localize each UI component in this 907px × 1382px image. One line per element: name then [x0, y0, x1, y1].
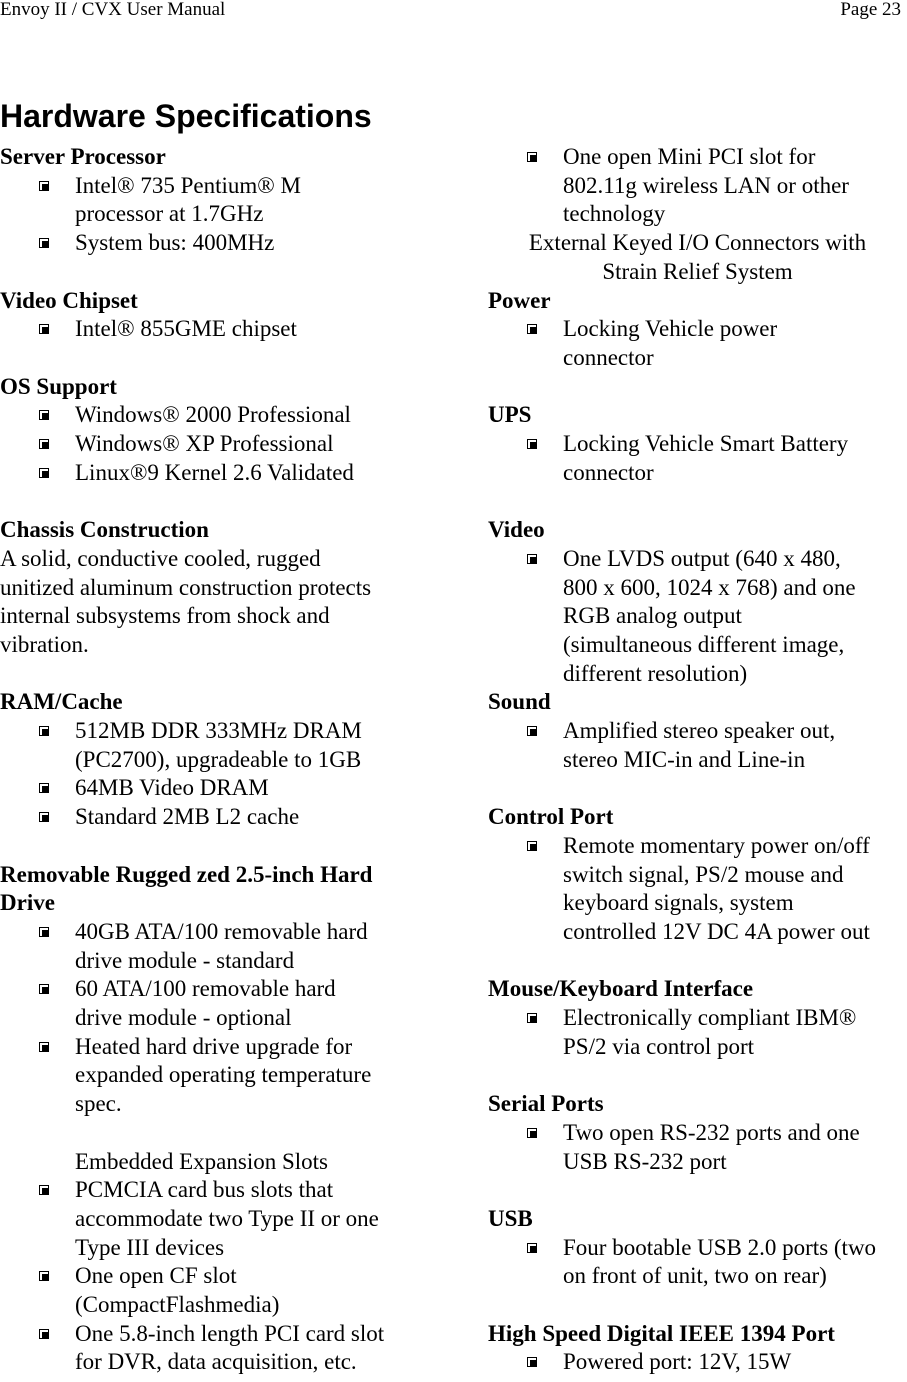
checkbox-bullet-icon: [39, 927, 49, 937]
section-heading: [0, 515, 209, 544]
line-text: Mouse/Keyboard Interface: [488, 976, 754, 1002]
spec-bullet-text: [563, 601, 742, 630]
spec-bullet-text: [563, 199, 665, 228]
spec-bullet-text: [563, 1003, 856, 1032]
line-text: Serial Ports: [488, 1091, 604, 1117]
section-heading: [0, 286, 138, 315]
line-text: (simultaneous different image,: [563, 631, 845, 657]
line-text: Heated hard drive upgrade for: [75, 1033, 353, 1059]
line-text: Intel® 855GME chipset: [75, 316, 297, 342]
line-text: Embedded Expansion Slots: [75, 1148, 328, 1174]
line-text: processor at 1.7GHz: [75, 201, 264, 227]
spec-bullet-text: [563, 1261, 827, 1290]
line-text: UPS: [488, 402, 532, 428]
line-text: One open Mini PCI slot for: [563, 144, 816, 169]
line-text: 802.11g wireless LAN or other: [563, 172, 849, 198]
section-heading: [0, 687, 123, 716]
spec-bullet-text: [75, 458, 354, 487]
line-text: Power: [488, 287, 551, 313]
spec-bullet-text: [75, 946, 294, 975]
paragraph-line: [0, 544, 321, 573]
spec-bullet-text: [75, 802, 299, 831]
line-text: controlled 12V DC 4A power out: [563, 918, 870, 944]
section-heading: [488, 974, 753, 1003]
spec-bullet-text: [563, 888, 794, 917]
spec-bullet-text: [563, 659, 747, 688]
spec-bullet-text: [75, 228, 274, 257]
line-text: different resolution): [563, 660, 748, 686]
line-text: PS/2 via control port: [563, 1033, 755, 1059]
spec-bullet-text: [75, 745, 361, 774]
spec-bullet-text: [563, 314, 777, 343]
checkbox-bullet-icon: [527, 1013, 537, 1023]
line-text: External Keyed I/O Connectors with: [528, 230, 867, 256]
spec-bullet-text: [563, 458, 654, 487]
checkbox-bullet-icon: [527, 324, 537, 334]
line-text: switch signal, PS/2 mouse and: [563, 861, 844, 887]
checkbox-bullet-icon: [39, 410, 49, 420]
checkbox-bullet-icon: [527, 1357, 537, 1367]
spec-bullet-text: [75, 429, 333, 458]
line-text: Electronically compliant IBM®: [563, 1005, 857, 1030]
line-text: RGB analog output: [563, 603, 742, 629]
checkbox-bullet-icon: [39, 439, 49, 449]
checkbox-bullet-icon: [39, 324, 49, 334]
line-text: Server Processor: [0, 144, 166, 169]
header-manual-title: Envoy II / CVX User Manual: [0, 0, 226, 20]
line-text: technology: [563, 201, 666, 227]
spec-bullet-text: [75, 1175, 333, 1204]
line-text: drive module - optional: [75, 1005, 292, 1030]
spec-bullet-text: [75, 1089, 122, 1118]
line-text: RAM/Cache: [0, 689, 123, 715]
line-text: 64MB Video DRAM: [75, 775, 269, 801]
spec-bullet-text: [563, 343, 654, 372]
checkbox-bullet-icon: [527, 726, 537, 736]
section-heading: [0, 372, 117, 401]
checkbox-bullet-icon: [527, 439, 537, 449]
line-text: keyboard signals, system: [563, 890, 794, 916]
line-text: One open CF slot: [75, 1263, 237, 1289]
checkbox-bullet-icon: [39, 468, 49, 478]
spec-bullet-text: [563, 429, 848, 458]
line-text: (PC2700), upgradeable to 1GB: [75, 746, 362, 772]
line-text: stereo MIC-in and Line-in: [563, 746, 806, 772]
paragraph-line: [0, 601, 330, 630]
spec-bullet-text: [75, 1347, 357, 1376]
line-text: 800 x 600, 1024 x 768) and one: [563, 574, 856, 600]
spec-bullet-text: [75, 1261, 237, 1290]
spec-bullet-text: [75, 1032, 352, 1061]
spec-bullet-text: [563, 630, 844, 659]
checkbox-bullet-icon: [39, 812, 49, 822]
section-heading: [488, 286, 551, 315]
spec-bullet-text: [75, 974, 336, 1003]
line-text: Locking Vehicle power: [563, 316, 778, 342]
paragraph-line: [0, 630, 89, 659]
line-text: Powered port: 12V, 15W: [563, 1349, 792, 1375]
checkbox-bullet-icon: [39, 181, 49, 191]
line-text: OS Support: [0, 373, 117, 399]
line-text: Drive: [0, 890, 55, 916]
checkbox-bullet-icon: [39, 238, 49, 248]
page-title: Hardware Specifications: [0, 98, 372, 134]
line-text: Type III devices: [75, 1234, 225, 1260]
line-text: USB RS-232 port: [563, 1148, 727, 1174]
spec-bullet-text: [75, 1204, 379, 1233]
centered-heading: [488, 228, 907, 257]
line-text: connector: [563, 459, 654, 485]
spec-bullet-text: [563, 142, 815, 171]
line-text: One 5.8-inch length PCI card slot: [75, 1320, 385, 1346]
paragraph-line: [0, 573, 371, 602]
line-text: Two open RS-232 ports and one: [563, 1119, 860, 1145]
checkbox-bullet-icon: [39, 726, 49, 736]
spec-bullet-text: [75, 773, 269, 802]
line-text: Linux®9 Kernel 2.6 Validated: [75, 459, 354, 485]
section-heading: [488, 1089, 604, 1118]
spec-bullet-text: [75, 400, 351, 429]
checkbox-bullet-icon: [527, 1243, 537, 1253]
line-text: One LVDS output (640 x 480,: [563, 545, 841, 571]
spec-bullet-text: [563, 1118, 860, 1147]
line-text: Amplified stereo speaker out,: [563, 718, 836, 743]
spec-bullet-text: [75, 1003, 292, 1032]
line-text: expanded operating temperature: [75, 1062, 372, 1088]
line-text: High Speed Digital IEEE 1394 Port: [488, 1320, 835, 1346]
checkbox-bullet-icon: [527, 841, 537, 851]
line-text: Standard 2MB L2 cache: [75, 804, 300, 830]
section-subheading: [75, 1147, 328, 1176]
checkbox-bullet-icon: [39, 984, 49, 994]
line-text: internal subsystems from shock and: [0, 603, 330, 629]
checkbox-bullet-icon: [527, 554, 537, 564]
spec-bullet-text: [563, 745, 805, 774]
spec-bullet-text: [75, 1319, 384, 1348]
spec-bullet-text: [563, 716, 835, 745]
line-text: Sound: [488, 689, 551, 715]
centered-heading: [488, 257, 907, 286]
spec-bullet-text: [563, 573, 856, 602]
checkbox-bullet-icon: [39, 1329, 49, 1339]
line-text: drive module - standard: [75, 947, 295, 973]
spec-bullet-text: [563, 1032, 754, 1061]
spec-bullet-text: [563, 171, 849, 200]
line-text: 60 ATA/100 removable hard: [75, 976, 336, 1002]
line-text: Video: [488, 517, 545, 543]
line-text: Video Chipset: [0, 287, 138, 313]
line-text: Control Port: [488, 804, 614, 830]
section-heading: [0, 860, 372, 889]
spec-bullet-text: [563, 917, 870, 946]
spec-bullet-text: [563, 1233, 876, 1262]
line-text: vibration.: [0, 631, 89, 657]
section-heading: [488, 1204, 533, 1233]
line-text: Strain Relief System: [602, 258, 793, 284]
section-heading: [0, 888, 55, 917]
line-text: on front of unit, two on rear): [563, 1263, 827, 1289]
spec-bullet-text: [563, 1147, 727, 1176]
spec-bullet-text: [75, 1290, 279, 1319]
checkbox-bullet-icon: [39, 783, 49, 793]
line-text: accommodate two Type II or one: [75, 1205, 379, 1231]
spec-bullet-text: [75, 917, 368, 946]
section-heading: [488, 802, 613, 831]
spec-bullet-text: [75, 1233, 224, 1262]
line-text: 512MB DDR 333MHz DRAM: [75, 718, 362, 743]
spec-bullet-text: [563, 831, 870, 860]
checkbox-bullet-icon: [527, 1128, 537, 1138]
spec-bullet-text: [75, 199, 263, 228]
spec-bullet-text: [75, 1060, 371, 1089]
spec-bullet-text: [75, 314, 297, 343]
line-text: 40GB ATA/100 removable hard: [75, 918, 368, 944]
line-text: Intel® 735 Pentium® M: [75, 172, 301, 198]
line-text: Four bootable USB 2.0 ports (two: [563, 1234, 877, 1260]
line-text: Removable Rugged zed 2.5-inch Hard: [0, 861, 373, 887]
line-text: connector: [563, 344, 654, 370]
checkbox-bullet-icon: [39, 1271, 49, 1281]
header-page-number: Page 23: [840, 0, 901, 20]
line-text: System bus: 400MHz: [75, 230, 275, 256]
checkbox-bullet-icon: [527, 152, 537, 162]
section-heading: [488, 515, 545, 544]
line-text: Remote momentary power on/off: [563, 832, 870, 858]
section-heading: [488, 687, 551, 716]
checkbox-bullet-icon: [39, 1185, 49, 1195]
line-text: Windows® 2000 Professional: [75, 402, 351, 428]
spec-bullet-text: [563, 860, 843, 889]
spec-bullet-text: [563, 1347, 791, 1376]
line-text: (CompactFlashmedia): [75, 1292, 280, 1317]
line-text: A solid, conductive cooled, rugged: [0, 545, 321, 571]
line-text: Windows® XP Professional: [75, 431, 334, 456]
line-text: spec.: [75, 1091, 122, 1117]
spec-bullet-text: [563, 544, 841, 573]
line-text: USB: [488, 1205, 533, 1231]
spec-bullet-text: [75, 716, 362, 745]
section-heading: [0, 142, 166, 171]
line-text: Chassis Construction: [0, 517, 209, 543]
section-heading: [488, 1319, 835, 1348]
section-heading: [488, 400, 531, 429]
checkbox-bullet-icon: [39, 1042, 49, 1052]
line-text: for DVR, data acquisition, etc.: [75, 1349, 357, 1375]
line-text: unitized aluminum construction protects: [0, 574, 372, 600]
line-text: Locking Vehicle Smart Battery: [563, 431, 849, 456]
spec-bullet-text: [75, 171, 301, 200]
line-text: PCMCIA card bus slots that: [75, 1177, 334, 1203]
